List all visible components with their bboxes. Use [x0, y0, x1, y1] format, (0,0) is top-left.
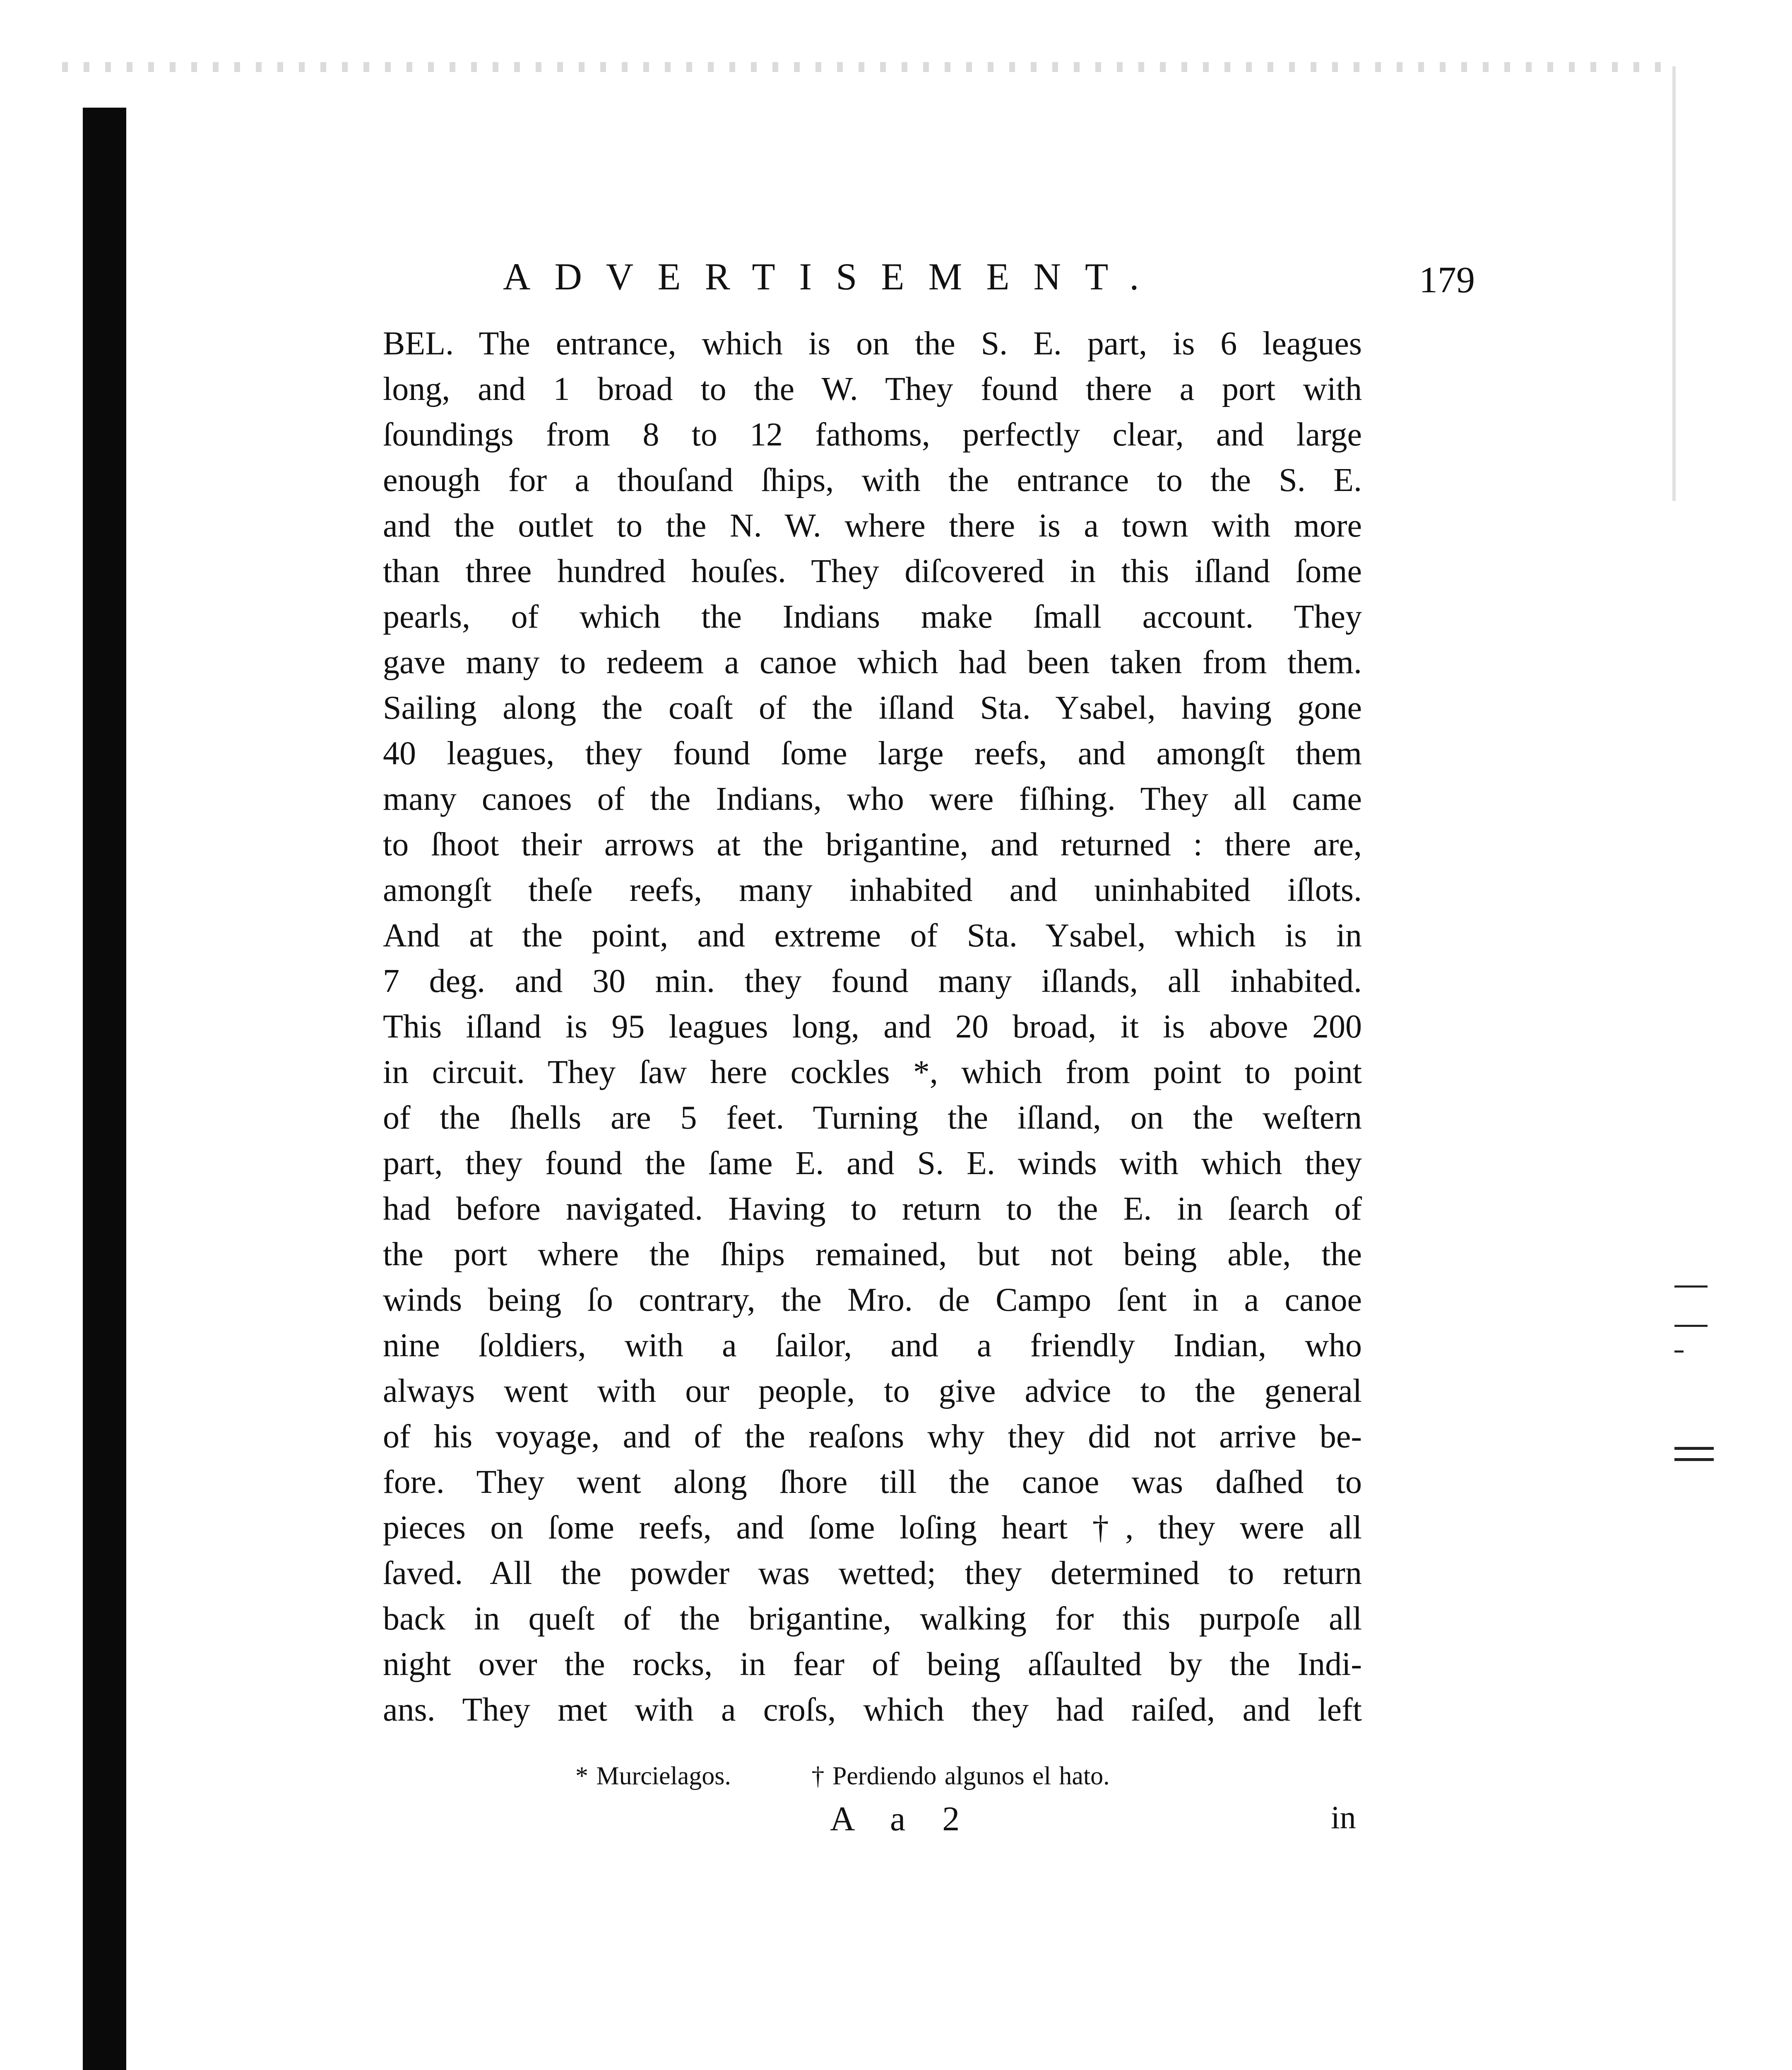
text-line: the port where the ſhips remained, but not being able, the: [383, 1236, 1362, 1273]
footnote-murcielagos: * Murcielagos.: [575, 1762, 731, 1790]
text-line: This iſland is 95 leagues long, and 20 broad, it is above 200: [383, 1009, 1362, 1045]
text-line: gave many to redeem a canoe which had been taken from them.: [383, 644, 1362, 681]
signature-mark: A a 2: [830, 1800, 974, 1838]
text-line: 40 leagues, they found ſome large reefs, and amongſt them: [383, 735, 1362, 772]
text-line: pieces on ſome reefs, and ſome loſing heart †, they were all: [383, 1509, 1362, 1546]
text-line: and the outlet to the N. W. where there is a town with more: [383, 508, 1362, 544]
text-line: nine ſoldiers, with a ſailor, and a friendly Indian, who: [383, 1327, 1362, 1364]
text-line: part, they found the ſame E. and S. E. winds with which they: [383, 1145, 1362, 1182]
page-edge-right: [1672, 66, 1676, 501]
margin-mark: [1674, 1285, 1708, 1288]
page-number: 179: [1419, 260, 1475, 301]
text-line: fore. They went along ſhore till the canoe was daſhed to: [383, 1464, 1362, 1500]
text-line: night over the rocks, in fear of being aſſaulted by the Indi-: [383, 1646, 1362, 1682]
page-edge-top: [62, 62, 1677, 72]
body-text: [383, 321, 1362, 1733]
binding-gutter: [83, 108, 126, 2070]
text-line: had before navigated. Having to return to the E. in ſearch of: [383, 1191, 1362, 1227]
text-line: 7 deg. and 30 min. they found many iſlands, all inhabited.: [383, 963, 1362, 999]
text-line: of his voyage, and of the reaſons why they did not arrive be-: [383, 1418, 1362, 1455]
footnote-perdiendo: † Perdiendo algunos el hato.: [811, 1762, 1110, 1790]
text-line: long, and 1 broad to the W. They found there a port with: [383, 371, 1362, 407]
text-line: to ſhoot their arrows at the brigantine, and returned : there are,: [383, 826, 1362, 863]
text-line: ans. They met with a croſs, which they had raiſed, and left: [383, 1692, 1362, 1728]
text-line: Sailing along the coaſt of the iſland Sta. Ysabel, having gone: [383, 690, 1362, 726]
text-line: enough for a thouſand ſhips, with the entrance to the S. E.: [383, 462, 1362, 498]
catchword: in: [1331, 1799, 1356, 1835]
margin-mark: [1674, 1350, 1684, 1353]
margin-mark: [1674, 1458, 1714, 1461]
text-line: pearls, of which the Indians make ſmall account. They: [383, 599, 1362, 635]
text-line: And at the point, and extreme of Sta. Ysabel, which is in: [383, 917, 1362, 954]
text-line: of the ſhells are 5 feet. Turning the iſland, on the weſtern: [383, 1100, 1362, 1136]
text-line: amongſt theſe reefs, many inhabited and uninhabited iſlots.: [383, 872, 1362, 908]
footnotes: [575, 1762, 1110, 1791]
margin-mark: [1674, 1447, 1714, 1450]
margin-mark: [1674, 1325, 1708, 1327]
text-line: ſoundings from 8 to 12 fathoms, perfectly clear, and large: [383, 416, 1362, 453]
running-title: ADVERTISEMENT.: [503, 255, 1163, 298]
text-line: BEL. The entrance, which is on the S. E. part, is 6 leagues: [383, 325, 1362, 362]
text-line: ſaved. All the powder was wetted; they determined to return: [383, 1555, 1362, 1591]
text-line: many canoes of the Indians, who were fiſhing. They all came: [383, 781, 1362, 817]
text-line: always went with our people, to give advice to the general: [383, 1373, 1362, 1409]
text-line: back in queſt of the brigantine, walking for this purpoſe all: [383, 1601, 1362, 1637]
text-line: winds being ſo contrary, the Mro. de Campo ſent in a canoe: [383, 1282, 1362, 1318]
text-line: than three hundred houſes. They diſcovered in this iſland ſome: [383, 553, 1362, 590]
text-line: in circuit. They ſaw here cockles *, which from point to point: [383, 1054, 1362, 1090]
